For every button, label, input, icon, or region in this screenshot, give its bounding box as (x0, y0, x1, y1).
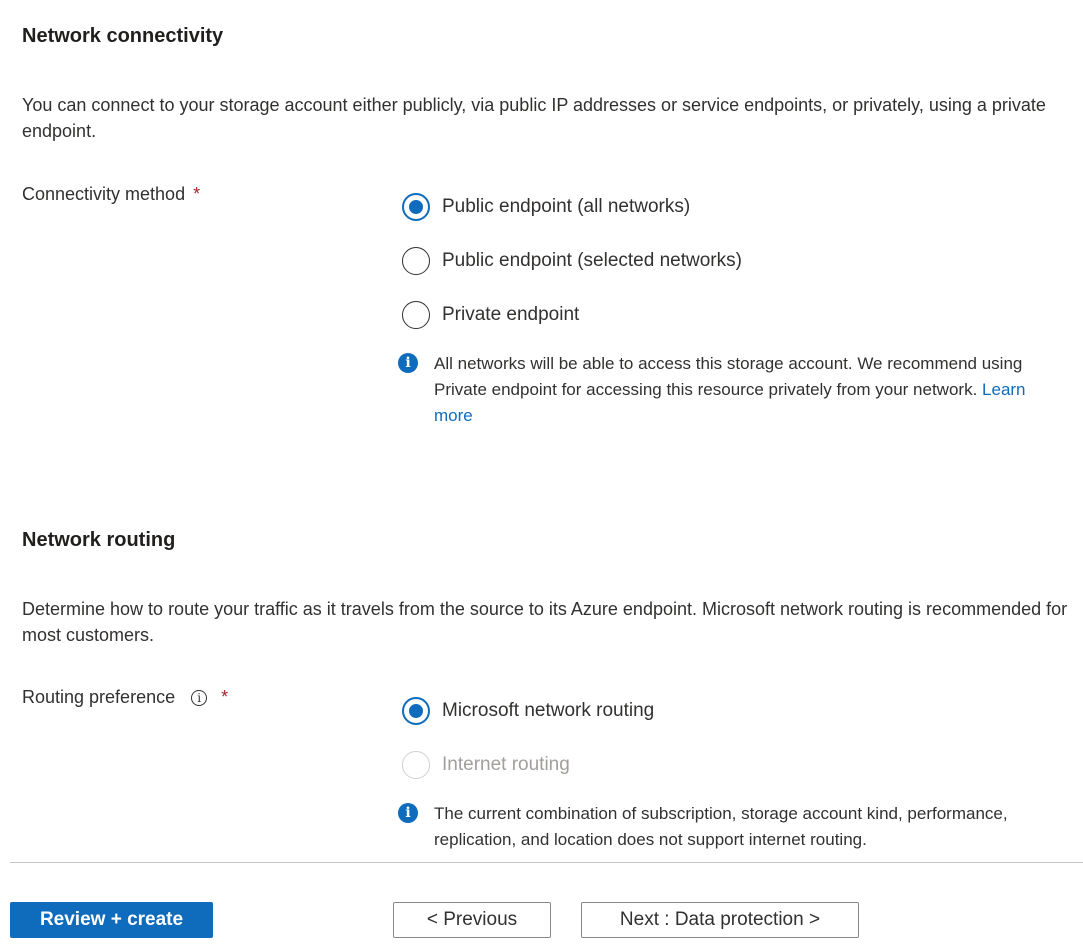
routing-preference-label (22, 687, 228, 708)
info-icon: i (398, 353, 418, 373)
previous-button[interactable]: < Previous (393, 902, 551, 938)
connectivity-info-message (398, 351, 1068, 429)
radio-circle[interactable] (402, 247, 430, 275)
radio-microsoft-network-routing[interactable] (402, 697, 654, 725)
routing-info-text: The current combination of subscription, storage account kind, performance, replication, and location does not support internet routing. (434, 804, 1008, 849)
info-tooltip-icon[interactable]: i (191, 690, 207, 706)
radio-public-selected-networks[interactable] (402, 247, 742, 275)
review-create-button[interactable]: Review + create (10, 902, 213, 938)
radio-label: Private endpoint (442, 304, 580, 325)
radio-label: Public endpoint (all networks) (442, 196, 691, 217)
radio-circle[interactable] (402, 697, 430, 725)
connectivity-info-text (434, 351, 1068, 429)
routing-preference-label-text: Routing preference (22, 687, 176, 707)
info-text: All networks will be able to access this storage account. We recommend using Private endpoint for accessing this resource privately from your network. (434, 354, 1023, 399)
radio-circle (402, 751, 430, 779)
connectivity-method-label (22, 184, 200, 205)
routing-description: Determine how to route your traffic as it travels from the source to its Azure endpoint. Microsoft network routing is recommended for most customers. (22, 599, 1068, 645)
required-marker: * (221, 687, 229, 707)
next-data-protection-button[interactable]: Next : Data protection > (581, 902, 859, 938)
radio-internet-routing (402, 751, 570, 779)
footer-divider (10, 862, 1083, 863)
connectivity-description: You can connect to your storage account either publicly, via public IP addresses or service endpoints, or privately, using a private endpoint. (22, 95, 1046, 141)
routing-heading: Network routing (22, 529, 176, 551)
connectivity-heading: Network connectivity (22, 25, 224, 47)
info-icon: i (398, 803, 418, 823)
radio-private-endpoint[interactable] (402, 301, 579, 329)
required-marker: * (193, 184, 201, 204)
connectivity-method-label-text: Connectivity method (22, 184, 186, 204)
radio-label: Internet routing (442, 754, 570, 775)
routing-info-message (398, 801, 1068, 853)
radio-circle[interactable] (402, 193, 430, 221)
radio-public-all-networks[interactable] (402, 193, 690, 221)
radio-label: Microsoft network routing (442, 700, 655, 721)
radio-label: Public endpoint (selected networks) (442, 250, 742, 271)
learn-more-link[interactable]: Learn more (434, 380, 1026, 425)
radio-circle[interactable] (402, 301, 430, 329)
